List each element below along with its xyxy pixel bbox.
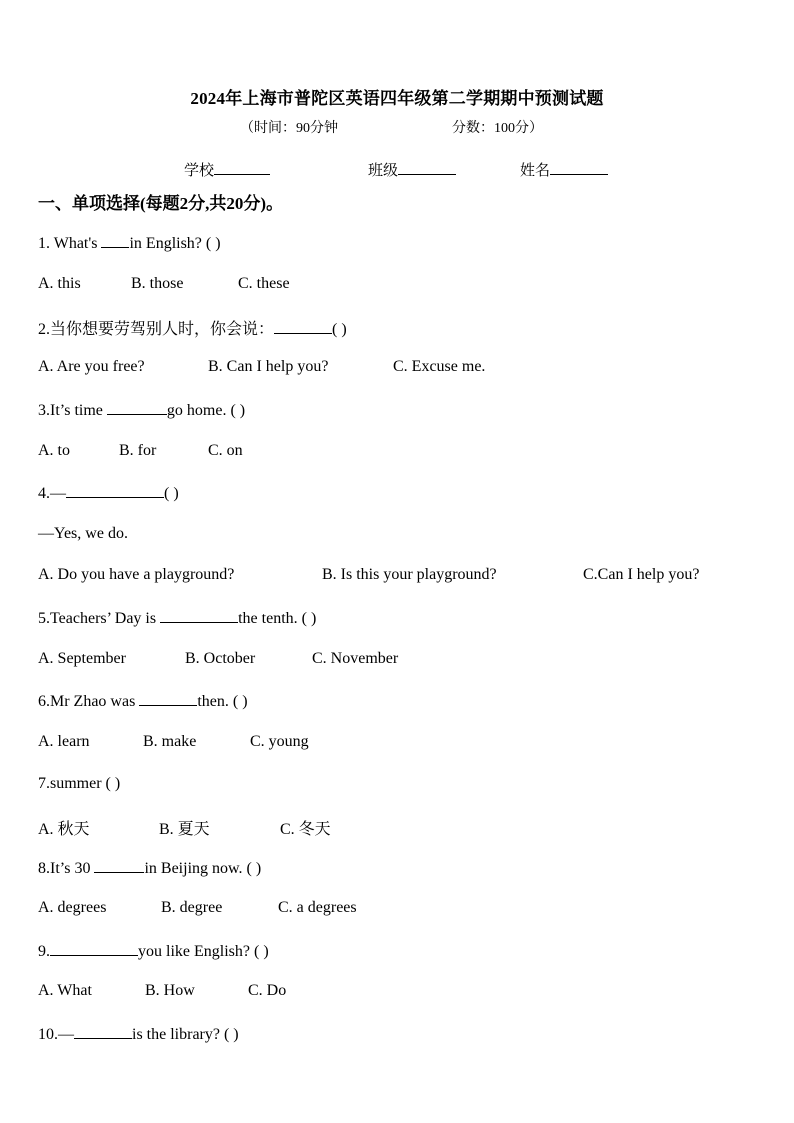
question-2 xyxy=(38,316,347,339)
total-score: 分数：100分） xyxy=(452,121,543,136)
question-text: 8.It’s 30 xyxy=(38,860,95,877)
name-label: 姓名 xyxy=(520,163,551,179)
option-b[interactable]: B. for xyxy=(119,442,157,459)
question-text: you like English? ( ) xyxy=(138,943,269,960)
page-title: 2024年上海市普陀区英语四年级第二学期期中预测试题 xyxy=(190,89,604,108)
option-a[interactable]: A. 秋天 xyxy=(38,821,90,838)
question-text: 2.当你想要劳驾别人时，你会说： xyxy=(38,321,275,338)
option-b[interactable]: B. Can I help you? xyxy=(208,358,329,375)
question-6 xyxy=(38,691,248,711)
options-6 xyxy=(38,733,309,751)
option-a[interactable]: A. September xyxy=(38,650,126,667)
option-c[interactable]: C. Excuse me. xyxy=(393,358,486,375)
question-4 xyxy=(38,483,179,503)
class-label: 班级 xyxy=(368,163,399,179)
option-b[interactable]: B. degree xyxy=(161,899,223,916)
option-c[interactable]: C. a degrees xyxy=(278,899,357,916)
option-b[interactable]: B. those xyxy=(131,275,184,292)
question-9 xyxy=(38,941,269,961)
question-text: go home. ( ) xyxy=(166,402,246,419)
option-b[interactable]: B. How xyxy=(145,982,195,999)
option-c[interactable]: C. these xyxy=(238,275,290,292)
question-7 xyxy=(38,775,120,793)
options-1 xyxy=(38,275,290,293)
options-2 xyxy=(38,358,485,376)
option-c[interactable]: C. 冬天 xyxy=(280,821,331,838)
question-text: ( ) xyxy=(164,485,179,502)
question-text: then. ( ) xyxy=(197,693,248,710)
question-3 xyxy=(38,400,245,420)
answer-blank[interactable] xyxy=(107,400,167,415)
name-blank[interactable] xyxy=(550,160,608,175)
question-text: 1. What's xyxy=(38,235,102,252)
option-a[interactable]: A. Do you have a playground? xyxy=(38,566,235,583)
options-3 xyxy=(38,442,243,460)
options-8 xyxy=(38,899,357,917)
question-text: ( ) xyxy=(332,321,347,338)
answer-blank[interactable] xyxy=(160,608,238,623)
options-7 xyxy=(38,816,331,839)
option-a[interactable]: A. to xyxy=(38,442,70,459)
option-c[interactable]: C. Do xyxy=(248,982,287,999)
class-field[interactable] xyxy=(368,159,456,180)
question-1 xyxy=(38,233,221,253)
option-c[interactable]: C.Can I help you? xyxy=(583,566,700,583)
answer-blank[interactable] xyxy=(50,941,138,956)
school-blank[interactable] xyxy=(214,160,270,175)
section-heading: 一、单项选择(每题2分,共20分)。 xyxy=(38,194,284,213)
options-9 xyxy=(38,982,286,1000)
answer-blank[interactable] xyxy=(139,691,197,706)
question-text: is the library? ( ) xyxy=(132,1026,239,1043)
options-4 xyxy=(38,566,699,584)
option-c[interactable]: C. young xyxy=(250,733,309,750)
school-label: 学校 xyxy=(184,163,215,179)
time-limit: （时间：90分钟 xyxy=(240,121,338,136)
question-text: in Beijing now. ( ) xyxy=(144,860,262,877)
answer-blank[interactable] xyxy=(66,483,164,498)
question-text: in English? ( ) xyxy=(129,235,221,252)
question-text: 3.It’s time xyxy=(38,402,107,419)
option-c[interactable]: C. November xyxy=(312,650,399,667)
answer-blank[interactable] xyxy=(74,1024,132,1039)
question-text: 4.— xyxy=(38,485,66,502)
option-a[interactable]: A. Are you free? xyxy=(38,358,145,375)
question-4-response: —Yes, we do. xyxy=(38,525,128,542)
options-5 xyxy=(38,650,398,668)
question-text: 7.summer ( ) xyxy=(38,775,121,792)
option-b[interactable]: B. Is this your playground? xyxy=(322,566,497,583)
option-a[interactable]: A. degrees xyxy=(38,899,107,916)
answer-blank[interactable] xyxy=(94,858,144,873)
option-b[interactable]: B. 夏天 xyxy=(159,821,210,838)
question-10 xyxy=(38,1024,239,1044)
question-text: 9. xyxy=(38,943,50,960)
question-8 xyxy=(38,858,261,878)
option-b[interactable]: B. October xyxy=(185,650,256,667)
option-c[interactable]: C. on xyxy=(208,442,243,459)
option-a[interactable]: A. What xyxy=(38,982,92,999)
school-field[interactable] xyxy=(184,159,270,180)
option-a[interactable]: A. this xyxy=(38,275,81,292)
question-text: the tenth. ( ) xyxy=(238,610,317,627)
answer-blank[interactable] xyxy=(274,319,332,334)
answer-blank[interactable] xyxy=(101,233,129,248)
question-text: 10.— xyxy=(38,1026,74,1043)
option-b[interactable]: B. make xyxy=(143,733,197,750)
class-blank[interactable] xyxy=(398,160,456,175)
option-a[interactable]: A. learn xyxy=(38,733,90,750)
question-5 xyxy=(38,608,316,628)
name-field[interactable] xyxy=(520,159,608,180)
question-text: 5.Teachers’ Day is xyxy=(38,610,161,627)
question-text: 6.Mr Zhao was xyxy=(38,693,140,710)
